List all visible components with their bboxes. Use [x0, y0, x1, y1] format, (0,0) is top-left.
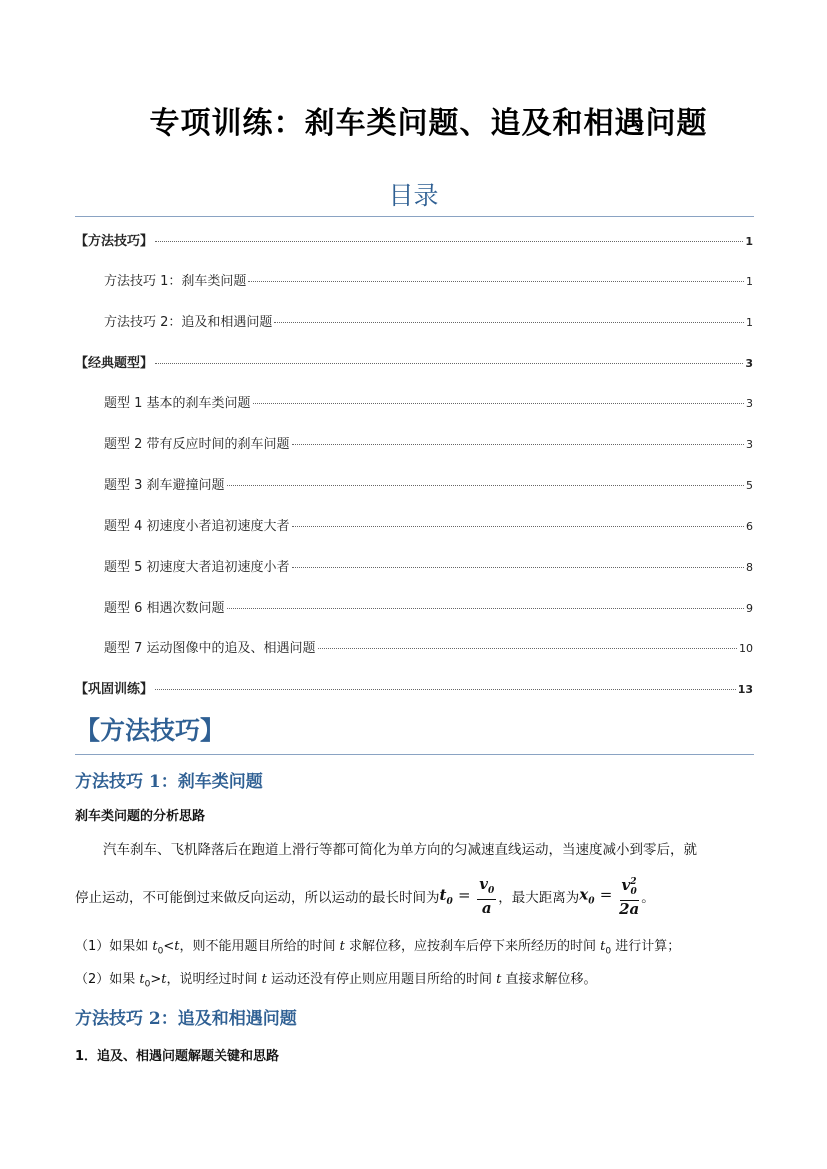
toc-entry-label: 方法技巧 2：追及和相遇问题	[104, 315, 273, 330]
toc-entry-label: 【方法技巧】	[75, 234, 154, 249]
fraction	[477, 876, 496, 916]
fraction-numerator	[620, 874, 639, 901]
math-var: t	[174, 939, 180, 954]
toc-page-number: 1	[746, 275, 753, 288]
toc-leader-dots	[155, 689, 736, 690]
list-item-2	[75, 968, 754, 990]
subsection-subtitle-1: 刹车类问题的分析思路	[75, 809, 206, 824]
list-text: ，则不能用题目所给的时间	[179, 939, 340, 954]
toc-page-number: 1	[746, 316, 753, 329]
paragraph-text: 停止运动，不可能倒过来做反向运动，所以运动的最长时间为	[75, 889, 440, 906]
toc-page-number: 5	[746, 479, 753, 492]
math-var: t	[339, 939, 345, 954]
subsection-heading-2: 方法技巧 2：追及和相遇问题	[75, 1009, 297, 1029]
formula-sub: 0	[488, 885, 495, 896]
toc-entry-label: 【巩固训练】	[75, 682, 154, 697]
math-operator: <	[163, 939, 175, 954]
toc-leader-dots	[292, 526, 744, 527]
toc-leader-dots	[155, 363, 743, 364]
toc-heading: 目录	[388, 181, 439, 210]
list-text: ，说明经过时间	[166, 972, 262, 987]
toc-leader-dots	[227, 485, 744, 486]
toc-page-number: 3	[746, 438, 753, 451]
paragraph-line-2	[75, 874, 754, 917]
toc-entry-classic-types[interactable]	[75, 352, 753, 371]
toc-leader-dots	[292, 567, 744, 568]
math-var: t	[139, 972, 145, 987]
toc-entry-consolidation[interactable]	[75, 678, 753, 697]
toc-entry-methods[interactable]	[75, 230, 753, 249]
section-divider	[75, 754, 754, 755]
toc-leader-dots	[274, 322, 744, 323]
list-text: 运动还没有停止则应用题目所给的时间	[266, 972, 497, 987]
math-var: t	[261, 972, 267, 987]
list-text: （2）如果	[75, 972, 140, 987]
toc-page-number: 6	[746, 520, 753, 533]
formula-max-distance: $x_0$ = $\frac{v^2_0}{2a}$	[579, 876, 640, 918]
math-var: t	[496, 972, 502, 987]
list-text: 直接求解位移。	[501, 972, 597, 987]
paragraph-line-1: 汽车刹车、飞机降落后在跑道上滑行等都可简化为单方向的匀减速直线运动，当速度减小到零后，就	[103, 842, 697, 858]
subsection-subtitle-2: 1．追及、相遇问题解题关键和思路	[75, 1049, 280, 1064]
toc-entry-label: 题型 2 带有反应时间的刹车问题	[104, 437, 290, 452]
document-title: 专项训练：刹车类问题、追及和相遇问题	[149, 106, 708, 141]
toc-entry-label: 题型 1 基本的刹车类问题	[104, 396, 251, 411]
toc-page-number: 3	[745, 357, 753, 370]
formula-sub: 0	[446, 896, 453, 907]
math-sub: 0	[157, 946, 164, 957]
fraction	[619, 874, 639, 917]
paragraph-text: 。	[641, 889, 655, 906]
toc-entry-label: 方法技巧 1：刹车类问题	[104, 274, 247, 289]
toc-divider	[75, 216, 754, 217]
fraction-denominator: 2a	[619, 900, 640, 918]
section-heading: 【方法技巧】	[75, 716, 226, 745]
toc-entry-label: 【经典题型】	[75, 356, 154, 371]
formula-var: x	[579, 885, 589, 904]
toc-leader-dots	[253, 403, 744, 404]
toc-entry-label: 题型 5 初速度大者追初速度小者	[104, 560, 290, 575]
formula-sub: 0	[630, 887, 637, 897]
toc-page-number: 13	[737, 683, 753, 696]
paragraph-text: ，最大距离为	[498, 889, 580, 906]
subsection-heading-1: 方法技巧 1：刹车类问题	[75, 772, 263, 792]
toc-page-number: 10	[739, 642, 753, 655]
toc-entry-type-4[interactable]	[104, 515, 753, 534]
toc-leader-dots	[248, 281, 744, 282]
list-text: 求解位移，应按刹车后停下来所经历的时间	[344, 939, 601, 954]
math-var: t	[161, 972, 167, 987]
list-text: （1）如果如	[75, 939, 153, 954]
formula-sub: 0	[588, 896, 595, 907]
math-var: t	[600, 939, 606, 954]
fraction-denominator: a	[481, 898, 492, 917]
toc-entry-label: 题型 3 刹车避撞问题	[104, 478, 225, 493]
formula-var: t	[439, 885, 447, 904]
formula-var: v	[621, 876, 631, 894]
list-item-1	[75, 935, 754, 957]
math-var: t	[152, 939, 158, 954]
toc-entry-type-3[interactable]	[104, 474, 753, 493]
toc-entry-type-7[interactable]	[104, 637, 753, 656]
toc-entry-label: 题型 4 初速度小者追初速度大者	[104, 519, 290, 534]
toc-leader-dots	[292, 444, 744, 445]
toc-page-number: 1	[745, 235, 753, 248]
toc-leader-dots	[318, 648, 737, 649]
math-sub: 0	[144, 979, 151, 990]
toc-entry-type-1[interactable]	[104, 392, 753, 411]
toc-page-number: 9	[746, 602, 753, 615]
toc-page-number: 3	[746, 397, 753, 410]
toc-entry-method-1[interactable]	[104, 270, 753, 289]
toc-entry-type-2[interactable]	[104, 433, 753, 452]
toc-entry-method-2[interactable]	[104, 311, 753, 330]
toc-entry-label: 题型 7 运动图像中的追及、相遇问题	[104, 641, 316, 656]
toc-entry-type-6[interactable]	[104, 597, 753, 616]
list-text: 进行计算；	[611, 939, 681, 954]
formula-var: v	[479, 874, 488, 893]
formula-max-time: $t_0$ = $\frac{v_0}{a}$	[439, 874, 495, 917]
toc-leader-dots	[155, 241, 743, 242]
fraction-numerator	[477, 876, 496, 900]
toc-leader-dots	[227, 608, 744, 609]
toc-entry-type-5[interactable]	[104, 556, 753, 575]
math-operator: >	[150, 972, 162, 987]
toc-page-number: 8	[746, 561, 753, 574]
math-sub: 0	[605, 946, 612, 957]
toc-entry-label: 题型 6 相遇次数问题	[104, 601, 225, 616]
formula-sup: 2	[630, 877, 637, 887]
